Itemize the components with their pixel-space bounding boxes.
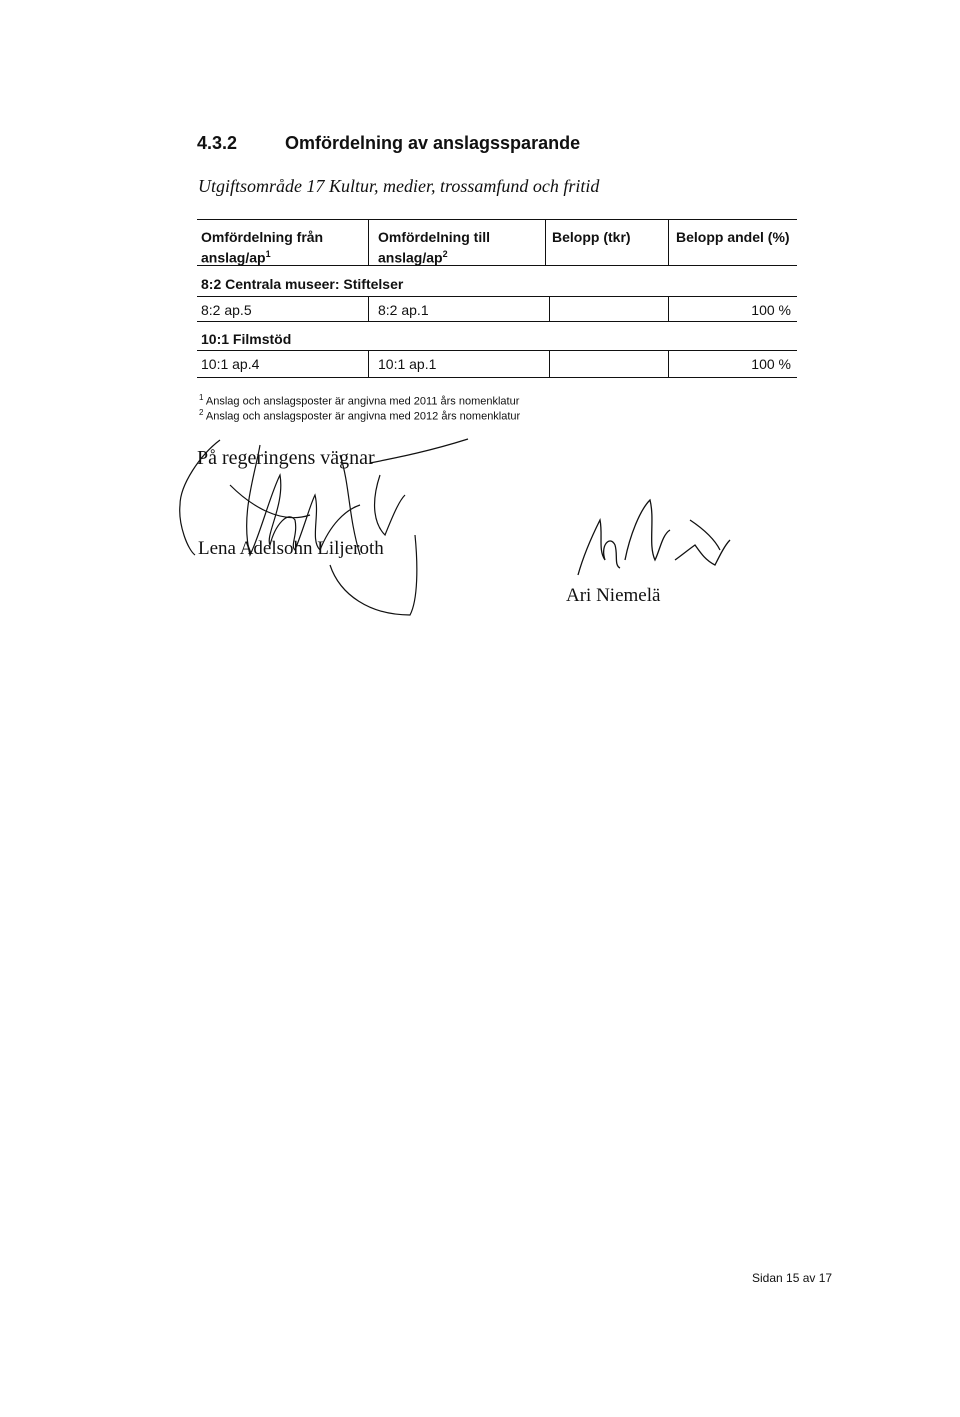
table-cell-share: 100 % xyxy=(751,356,791,372)
header-share: Belopp andel (%) xyxy=(676,229,790,245)
signatory-name: Ari Niemelä xyxy=(566,585,661,606)
section-heading xyxy=(197,133,580,154)
stamp-text: På regeringens vägnar xyxy=(197,447,375,469)
table-cell-from: 8:2 ap.5 xyxy=(201,302,252,318)
footnote: $^1$ Anslag och anslagsposter är angivna med 2011 års nomenklatur xyxy=(199,393,520,408)
header-to: Omfördelning till anslag/$ap^2$ xyxy=(378,229,490,266)
group-title: 8:2 Centrala museer: Stiftelser xyxy=(201,276,404,292)
section-number: 4.3.2 xyxy=(197,133,238,153)
page-number: Sidan 15 av 17 xyxy=(752,1271,833,1285)
header-from: Omfördelning från anslag/$ap^1$ xyxy=(201,229,324,266)
table-cell-share: 100 % xyxy=(751,302,791,318)
table-cell-to: 8:2 ap.1 xyxy=(378,302,429,318)
footnote: $^2$ Anslag och anslagsposter är angivna med 2012 års nomenklatur xyxy=(199,408,521,423)
header-bottom-rule xyxy=(197,265,797,266)
section-subtitle: Utgiftsområde 17 Kultur, medier, trossamfund och fritid xyxy=(198,176,600,196)
table-cell-from: 10:1 ap.4 xyxy=(201,356,260,372)
table-top-rule xyxy=(197,219,797,220)
signatory-name: Lena Adelsohn Liljeroth xyxy=(198,538,384,559)
section-title: Omfördelning av anslagssparande xyxy=(285,133,581,153)
table-bottom-rule xyxy=(197,377,797,378)
handwritten-signature xyxy=(570,490,740,585)
header-amount: Belopp (tkr) xyxy=(552,229,631,245)
table-cell-to: 10:1 ap.1 xyxy=(378,356,437,372)
group-title: 10:1 Filmstöd xyxy=(201,331,292,347)
